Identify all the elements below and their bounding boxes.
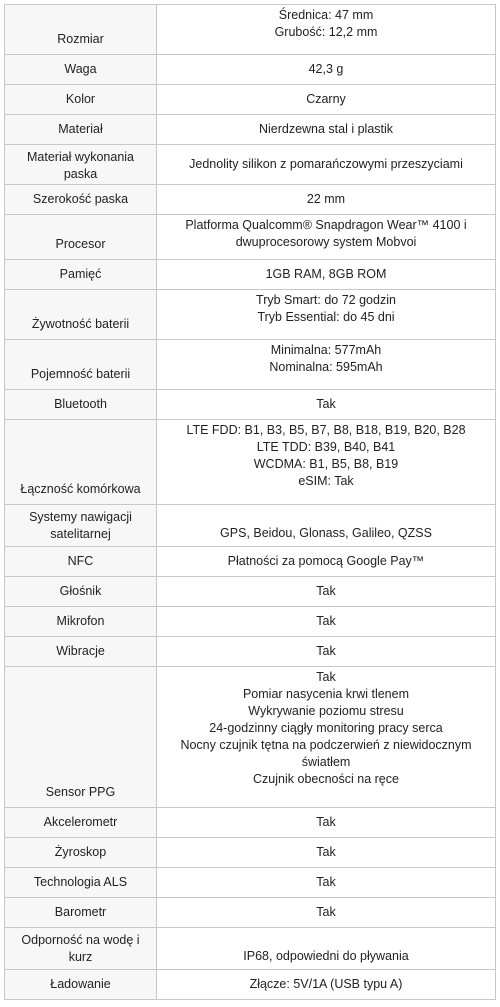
- spec-value-line: eSIM: Tak: [298, 474, 354, 488]
- spec-value-cell: [157, 55, 496, 85]
- spec-value-line: IP68, odpowiedni do pływania: [243, 949, 409, 963]
- spec-value-cell: [157, 5, 496, 55]
- spec-value-line: 24-godzinny ciągły monitoring pracy serca: [209, 721, 443, 735]
- table-row: [5, 667, 496, 808]
- table-row: [5, 970, 496, 1000]
- table-row: [5, 260, 496, 290]
- spec-value-line: Grubość: 12,2 mm: [274, 25, 378, 39]
- spec-value-line: Tryb Smart: do 72 godzin: [256, 293, 396, 307]
- spec-value-cell: [157, 637, 496, 667]
- spec-label-cell: Barometr: [5, 898, 157, 928]
- spec-label-cell: Ładowanie: [5, 970, 157, 1000]
- spec-value-line: Tak: [316, 905, 336, 919]
- spec-value-line: Średnica: 47 mm: [278, 8, 374, 22]
- table-row: [5, 808, 496, 838]
- spec-value-cell: [157, 390, 496, 420]
- spec-value-cell: [157, 185, 496, 215]
- spec-label-cell: Bluetooth: [5, 390, 157, 420]
- spec-value-line: Tryb Essential: do 45 dni: [257, 310, 395, 324]
- spec-table: [4, 4, 496, 1000]
- spec-value-line: Jednolity silikon z pomarańczowymi przeszyciami: [189, 157, 463, 171]
- spec-value-line: Tak: [316, 614, 336, 628]
- spec-label-cell: Waga: [5, 55, 157, 85]
- spec-value-line: Czujnik obecności na ręce: [253, 772, 399, 786]
- spec-label-cell: Pojemność baterii: [5, 340, 157, 390]
- spec-value-line: Minimalna: 577mAh: [270, 343, 382, 357]
- spec-label-cell: Akcelerometr: [5, 808, 157, 838]
- spec-value-line: Czarny: [306, 92, 346, 106]
- table-row: [5, 145, 496, 185]
- table-row: [5, 420, 496, 505]
- spec-value-line: Platforma Qualcomm® Snapdragon Wear™ 4100 i dwuprocesorowy system Mobvoi: [185, 218, 467, 249]
- spec-value-cell: [157, 145, 496, 185]
- spec-value-cell: [157, 808, 496, 838]
- table-row: [5, 115, 496, 145]
- spec-value-line: Płatności za pomocą Google Pay™: [227, 554, 425, 568]
- table-row: [5, 928, 496, 970]
- spec-value-cell: [157, 290, 496, 340]
- spec-value-line: Tak: [316, 397, 336, 411]
- spec-value-cell: [157, 970, 496, 1000]
- spec-label-cell: Wibracje: [5, 637, 157, 667]
- spec-label-cell: Systemy nawigacji satelitarnej: [5, 505, 157, 547]
- spec-value-cell: [157, 577, 496, 607]
- spec-label-cell: Mikrofon: [5, 607, 157, 637]
- spec-value-line: LTE TDD: B39, B40, B41: [256, 440, 396, 454]
- spec-value-line: Nominalna: 595mAh: [269, 360, 383, 374]
- spec-value-line: 42,3 g: [308, 62, 344, 76]
- spec-label-cell: Odporność na wodę i kurz: [5, 928, 157, 970]
- spec-label-cell: Materiał: [5, 115, 157, 145]
- table-row: [5, 5, 496, 55]
- table-row: [5, 868, 496, 898]
- spec-value-cell: [157, 115, 496, 145]
- spec-value-line: 1GB RAM, 8GB ROM: [265, 267, 387, 281]
- spec-value-line: Nocny czujnik tętna na podczerwień z niewidocznym światłem: [180, 738, 472, 769]
- spec-value-line: LTE FDD: B1, B3, B5, B7, B8, B18, B19, B20, B28: [186, 423, 466, 437]
- spec-value-line: Tak: [316, 644, 336, 658]
- spec-value-line: 22 mm: [306, 192, 346, 206]
- spec-value-line: Tak: [316, 845, 336, 859]
- table-row: [5, 898, 496, 928]
- spec-label-cell: Kolor: [5, 85, 157, 115]
- spec-value-line: Wykrywanie poziomu stresu: [248, 704, 404, 718]
- table-row: [5, 340, 496, 390]
- table-row: [5, 290, 496, 340]
- spec-label-cell: Materiał wykonania paska: [5, 145, 157, 185]
- table-row: [5, 390, 496, 420]
- spec-value-cell: [157, 505, 496, 547]
- table-row: [5, 85, 496, 115]
- table-row: [5, 215, 496, 260]
- spec-value-cell: [157, 928, 496, 970]
- spec-value-cell: [157, 667, 496, 808]
- spec-value-cell: [157, 420, 496, 505]
- spec-value-line: GPS, Beidou, Glonass, Galileo, QZSS: [220, 526, 432, 540]
- spec-value-cell: [157, 340, 496, 390]
- spec-label-cell: Szerokość paska: [5, 185, 157, 215]
- table-row: [5, 637, 496, 667]
- spec-value-cell: [157, 547, 496, 577]
- spec-label-cell: Łączność komórkowa: [5, 420, 157, 505]
- spec-value-cell: [157, 215, 496, 260]
- table-row: [5, 55, 496, 85]
- spec-value-line: Nierdzewna stal i plastik: [258, 122, 394, 136]
- table-row: [5, 185, 496, 215]
- spec-label-cell: NFC: [5, 547, 157, 577]
- spec-table-body: [5, 5, 496, 1000]
- spec-label-cell: Żyroskop: [5, 838, 157, 868]
- spec-value-cell: [157, 85, 496, 115]
- spec-label-cell: Rozmiar: [5, 5, 157, 55]
- table-row: [5, 547, 496, 577]
- spec-label-cell: Głośnik: [5, 577, 157, 607]
- spec-label-cell: Sensor PPG: [5, 667, 157, 808]
- spec-value-cell: [157, 260, 496, 290]
- table-row: [5, 505, 496, 547]
- spec-value-line: WCDMA: B1, B5, B8, B19: [253, 457, 399, 471]
- spec-label-cell: Technologia ALS: [5, 868, 157, 898]
- table-row: [5, 607, 496, 637]
- spec-value-cell: [157, 898, 496, 928]
- spec-label-cell: Pamięć: [5, 260, 157, 290]
- table-row: [5, 838, 496, 868]
- spec-value-line: Tak: [316, 584, 336, 598]
- spec-value-cell: [157, 868, 496, 898]
- spec-value-cell: [157, 838, 496, 868]
- spec-value-cell: [157, 607, 496, 637]
- spec-value-line: Pomiar nasycenia krwi tlenem: [242, 687, 410, 701]
- spec-label-cell: Żywotność baterii: [5, 290, 157, 340]
- table-row: [5, 577, 496, 607]
- spec-value-line: Tak: [316, 875, 336, 889]
- spec-value-line: Tak: [316, 670, 336, 684]
- spec-value-line: Tak: [316, 815, 336, 829]
- spec-value-line: Złącze: 5V/1A (USB typu A): [249, 977, 403, 991]
- spec-label-cell: Procesor: [5, 215, 157, 260]
